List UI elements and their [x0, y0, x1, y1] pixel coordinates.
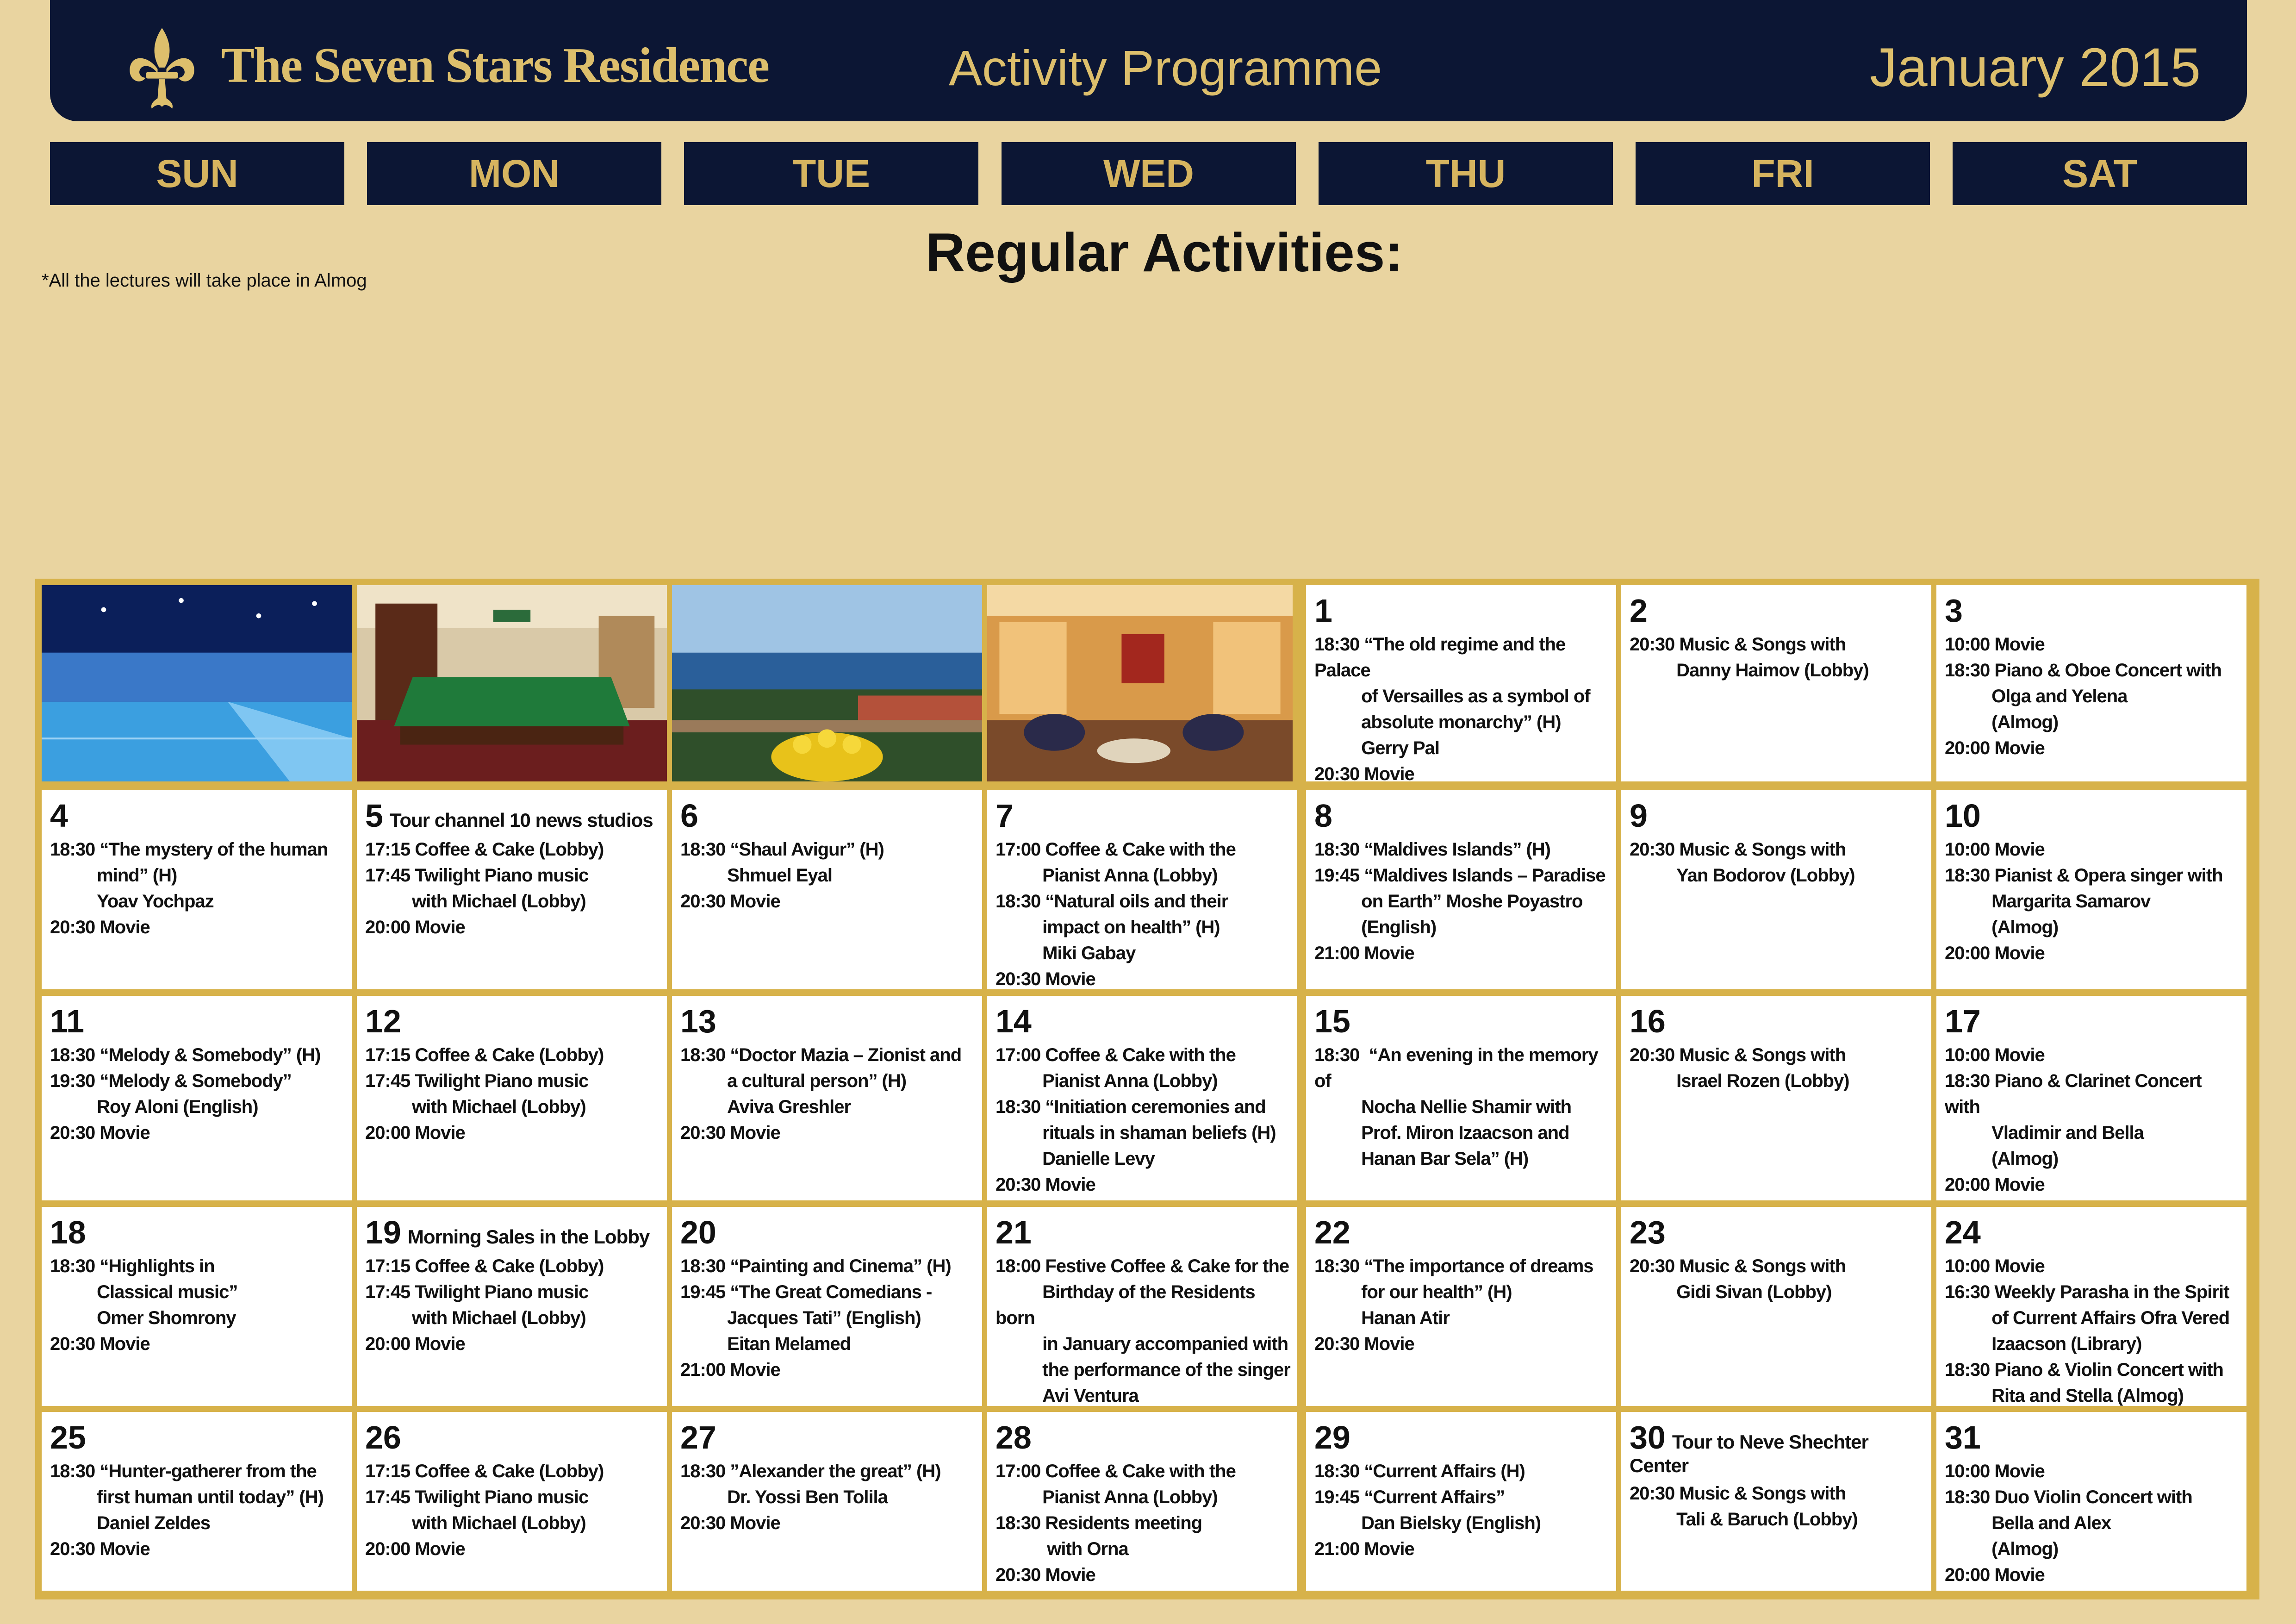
activity-entry: 20:30 Movie: [996, 1565, 1095, 1585]
activity-list: [996, 1042, 1291, 1198]
activity-entry: 20:30 Movie: [680, 891, 780, 912]
day-number: 19: [365, 1214, 401, 1250]
activity-list: [680, 1458, 976, 1536]
day-cell-13: [672, 996, 982, 1200]
day-cell-16: [1621, 996, 1931, 1200]
programme-title: Activity Programme: [949, 40, 1382, 96]
section-title: Regular Activities:: [926, 222, 1403, 283]
day-cell-31: [1936, 1412, 2246, 1591]
activity-list: [1945, 1458, 2240, 1588]
activity-entry: 20:30 Movie: [680, 1123, 780, 1143]
activity-entry: 18:30 ”Alexander the great” (H) Dr. Yossi Ben Tolila: [680, 1461, 941, 1507]
day-cell-28: [987, 1412, 1297, 1591]
weekday-tue: TUE: [684, 142, 978, 205]
activity-entry: 20:30 Movie: [50, 917, 150, 937]
activity-entry: 18:30 Piano & Clarinet Concert with Vladimir and Bella (Almog): [1945, 1071, 2202, 1169]
day-number: 9: [1630, 798, 1648, 834]
activity-entry: 20:00 Movie: [365, 1334, 465, 1354]
day-cell-3: [1936, 585, 2246, 781]
day-cell-18: [42, 1207, 352, 1406]
day-number: 22: [1314, 1214, 1350, 1250]
brand-name: The Seven Stars Residence: [221, 38, 769, 93]
weekday-header-row: [50, 142, 2247, 205]
activity-entry: 18:30 “The importance of dreams for our health” (H) Hanan Atir: [1314, 1256, 1593, 1328]
activity-entry: 17:45 Twilight Piano music with Michael (Lobby): [365, 1071, 589, 1117]
billiard-room-photo: [357, 585, 667, 781]
activity-entry: 18:30 Residents meeting with Orna: [996, 1513, 1202, 1559]
activity-list: [1314, 1458, 1610, 1562]
activity-entry: 19:45 “Current Affairs” Dan Bielsky (English): [1314, 1487, 1541, 1533]
day-number: 2: [1630, 593, 1648, 629]
activity-entry: 21:00 Movie: [1314, 943, 1414, 963]
day-number: 1: [1314, 593, 1332, 629]
activity-entry: 18:30 “Natural oils and their impact on health” (H) Miki Gabay: [996, 891, 1228, 963]
activity-entry: 18:30 “Initiation ceremonies and rituals in shaman beliefs (H) Danielle Levy: [996, 1097, 1276, 1169]
activity-entry: 20:00 Movie: [1945, 1565, 2045, 1585]
activity-entry: 20:30 Movie: [1314, 764, 1414, 781]
activity-list: [1630, 1480, 1925, 1532]
day-special-event: Tour channel 10 news studios: [389, 809, 653, 831]
activity-entry: 18:30 “An evening in the memory of Nocha Nellie Shamir with Prof. Miron Izaacson and Hanan Bar Sela” (H): [1314, 1045, 1598, 1169]
activity-entry: 19:45 “The Great Comedians - Jacques Tati” (English) Eitan Melamed: [680, 1282, 932, 1354]
day-cell-23: [1621, 1207, 1931, 1406]
day-number: 25: [50, 1419, 86, 1455]
activity-list: [50, 837, 345, 940]
activity-entry: 17:15 Coffee & Cake (Lobby): [365, 1461, 604, 1481]
activity-list: [365, 1042, 660, 1146]
activity-entry: 20:00 Movie: [1945, 943, 2045, 963]
day-number: 7: [996, 798, 1014, 834]
activity-entry: 18:30 “Doctor Mazia – Zionist and a cultural person” (H) Aviva Greshler: [680, 1045, 962, 1117]
activity-list: [680, 1253, 976, 1383]
activity-entry: 18:30 Piano & Oboe Concert with Olga and Yelena (Almog): [1945, 660, 2222, 732]
day-cell-17: [1936, 996, 2246, 1200]
day-number: 18: [50, 1214, 86, 1250]
lobby-lounge-photo: [987, 585, 1293, 781]
activity-entry: 17:00 Coffee & Cake with the Pianist Anna (Lobby): [996, 839, 1236, 886]
activity-entry: 18:30 “The mystery of the human mind” (H) Yoav Yochpaz: [50, 839, 328, 912]
activity-entry: 21:00 Movie: [1314, 1539, 1414, 1559]
day-special-event: Tour to Neve Shechter Center: [1630, 1431, 1868, 1476]
calendar-grid: [35, 579, 2259, 1599]
day-number: 17: [1945, 1003, 1981, 1039]
activity-list: [1314, 1042, 1610, 1172]
day-number: 21: [996, 1214, 1032, 1250]
activity-entry: 18:30 “Current Affairs (H): [1314, 1461, 1525, 1481]
day-cell-5: [357, 790, 667, 989]
day-cell-9: [1621, 790, 1931, 989]
day-number: 13: [680, 1003, 716, 1039]
weekday-wed: WED: [1002, 142, 1296, 205]
activity-list: [1630, 837, 1925, 888]
activity-entry: 16:30 Weekly Parasha in the Spirit of Current Affairs Ofra Vered Izaacson (Library): [1945, 1282, 2230, 1354]
indoor-swimming-pool-photo: [42, 585, 352, 781]
day-cell-1: [1306, 585, 1616, 781]
lecture-location-note: *All the lectures will take place in Almog: [42, 270, 367, 291]
activity-list: [1314, 837, 1610, 966]
activity-entry: 20:00 Movie: [365, 917, 465, 937]
activity-entry: 18:30 “Shaul Avigur” (H) Shmuel Eyal: [680, 839, 884, 886]
activity-entry: 20:00 Movie: [1945, 738, 2045, 758]
activity-entry: 18:30 “The old regime and the Palace of Versailles as a symbol of absolute monarchy” (H) Gerry Pal: [1314, 634, 1590, 758]
activity-entry: 18:30 Piano & Violin Concert with Rita and Stella (Almog): [1945, 1360, 2223, 1406]
day-cell-27: [672, 1412, 982, 1591]
activity-entry: 20:30 Movie: [50, 1539, 150, 1559]
day-cell-4: [42, 790, 352, 989]
day-cell-26: [357, 1412, 667, 1591]
activity-list: [1630, 1253, 1925, 1305]
activity-entry: 17:00 Coffee & Cake with the Pianist Anna (Lobby): [996, 1461, 1236, 1507]
activity-entry: 10:00 Movie: [1945, 1256, 2045, 1276]
activity-list: [50, 1042, 345, 1146]
fleur-de-lis-icon: [125, 25, 199, 113]
activity-list: [996, 837, 1291, 989]
activity-entry: 10:00 Movie: [1945, 1045, 2045, 1065]
activity-list: [365, 1253, 660, 1357]
activity-entry: 20:00 Movie: [1945, 1174, 2045, 1195]
day-cell-2: [1621, 585, 1931, 781]
day-cell-19: [357, 1207, 667, 1406]
day-cell-29: [1306, 1412, 1616, 1591]
activity-entry: 17:45 Twilight Piano music with Michael (Lobby): [365, 1487, 589, 1533]
activity-entry: 18:00 Festive Coffee & Cake for the Birthday of the Residents born in January accompanied with the performance of the singer Avi Ventura: [996, 1256, 1290, 1406]
activity-entry: 19:30 “Melody & Somebody” Roy Aloni (English): [50, 1071, 292, 1117]
day-cell-30: [1621, 1412, 1931, 1591]
weekday-mon: MON: [367, 142, 661, 205]
weekday-fri: FRI: [1636, 142, 1930, 205]
day-number: 15: [1314, 1003, 1350, 1039]
activity-entry: 18:30 “Maldives Islands” (H): [1314, 839, 1550, 860]
activity-entry: 20:30 Movie: [996, 1174, 1095, 1195]
activity-list: [680, 1042, 976, 1146]
activity-entry: 17:15 Coffee & Cake (Lobby): [365, 1045, 604, 1065]
activity-entry: 20:30 Music & Songs with Yan Bodorov (Lobby): [1630, 839, 1855, 886]
activity-entry: 10:00 Movie: [1945, 634, 2045, 655]
day-number: 4: [50, 798, 68, 834]
day-number: 23: [1630, 1214, 1666, 1250]
activity-entry: 17:15 Coffee & Cake (Lobby): [365, 1256, 604, 1276]
day-number: 20: [680, 1214, 716, 1250]
activity-entry: 18:30 “Hunter-gatherer from the first human until today” (H) Daniel Zeldes: [50, 1461, 324, 1533]
activity-entry: 18:30 “Highlights in Classical music” Omer Shomrony: [50, 1256, 238, 1328]
day-number: 3: [1945, 593, 1963, 629]
weekday-sun: SUN: [50, 142, 344, 205]
day-number: 6: [680, 798, 698, 834]
activity-list: [1945, 1042, 2240, 1198]
activity-entry: 20:30 Music & Songs with Gidi Sivan (Lobby): [1630, 1256, 1846, 1302]
day-cell-15: [1306, 996, 1616, 1200]
activity-entry: 20:30 Music & Songs with Danny Haimov (Lobby): [1630, 634, 1869, 681]
day-cell-11: [42, 996, 352, 1200]
day-number: 12: [365, 1003, 401, 1039]
activity-entry: 17:00 Coffee & Cake with the Pianist Anna (Lobby): [996, 1045, 1236, 1091]
day-cell-24: [1936, 1207, 2246, 1406]
day-number: 11: [50, 1003, 84, 1039]
activity-entry: 20:30 Movie: [680, 1513, 780, 1533]
activity-list: [365, 837, 660, 940]
day-number: 26: [365, 1419, 401, 1455]
activity-entry: 17:15 Coffee & Cake (Lobby): [365, 839, 604, 860]
activity-entry: 10:00 Movie: [1945, 839, 2045, 860]
activity-entry: 10:00 Movie: [1945, 1461, 2045, 1481]
activity-entry: 20:00 Movie: [365, 1539, 465, 1559]
activity-entry: 20:30 Movie: [50, 1123, 150, 1143]
day-cell-7: [987, 790, 1297, 989]
day-cell-22: [1306, 1207, 1616, 1406]
activity-list: [50, 1253, 345, 1357]
activity-list: [1314, 1253, 1610, 1357]
month-label: January 2015: [1870, 37, 2201, 98]
activity-list: [50, 1458, 345, 1562]
activity-list: [1630, 631, 1925, 683]
sea-view-balcony-photo: [672, 585, 982, 781]
weekday-sat: SAT: [1953, 142, 2247, 205]
activity-list: [680, 837, 976, 914]
day-cell-14: [987, 996, 1297, 1200]
activity-list: [1630, 1042, 1925, 1094]
activity-list: [1945, 631, 2240, 761]
day-number: 30: [1630, 1419, 1666, 1455]
activity-entry: 17:45 Twilight Piano music with Michael (Lobby): [365, 1282, 589, 1328]
activity-entry: 18:30 “Melody & Somebody” (H): [50, 1045, 321, 1065]
day-number: 14: [996, 1003, 1032, 1039]
day-cell-6: [672, 790, 982, 989]
activity-list: [996, 1458, 1291, 1588]
day-number: 29: [1314, 1419, 1350, 1455]
day-number: 5: [365, 798, 383, 834]
day-cell-8: [1306, 790, 1616, 989]
activity-list: [996, 1253, 1291, 1406]
activity-list: [1945, 1253, 2240, 1406]
day-number: 16: [1630, 1003, 1666, 1039]
activity-entry: 17:45 Twilight Piano music with Michael (Lobby): [365, 865, 589, 912]
activity-entry: 20:30 Music & Songs with Tali & Baruch (Lobby): [1630, 1483, 1858, 1530]
activity-entry: 21:00 Movie: [680, 1360, 780, 1380]
activity-entry: 20:30 Movie: [50, 1334, 150, 1354]
activity-entry: 20:00 Movie: [365, 1123, 465, 1143]
activity-entry: 18:30 “Painting and Cinema” (H): [680, 1256, 951, 1276]
activity-entry: 18:30 Pianist & Opera singer with Margarita Samarov (Almog): [1945, 865, 2223, 937]
activity-entry: 19:45 “Maldives Islands – Paradise on Earth” Moshe Poyastro (English): [1314, 865, 1605, 937]
day-number: 10: [1945, 798, 1981, 834]
activity-list: [1314, 631, 1610, 781]
day-cell-21: [987, 1207, 1297, 1406]
day-special-event: Morning Sales in the Lobby: [407, 1226, 650, 1248]
day-number: 28: [996, 1419, 1032, 1455]
day-cell-12: [357, 996, 667, 1200]
activity-entry: 20:30 Movie: [1314, 1334, 1414, 1354]
day-number: 27: [680, 1419, 716, 1455]
activity-list: [365, 1458, 660, 1562]
activity-entry: 20:30 Music & Songs with Israel Rozen (Lobby): [1630, 1045, 1849, 1091]
day-number: 8: [1314, 798, 1332, 834]
day-number: 24: [1945, 1214, 1981, 1250]
weekday-thu: THU: [1319, 142, 1613, 205]
day-cell-25: [42, 1412, 352, 1591]
activity-list: [1945, 837, 2240, 966]
activity-entry: 20:30 Movie: [996, 969, 1095, 989]
activity-entry: 18:30 Duo Violin Concert with Bella and Alex (Almog): [1945, 1487, 2192, 1559]
day-cell-10: [1936, 790, 2246, 989]
day-number: 31: [1945, 1419, 1981, 1455]
day-cell-20: [672, 1207, 982, 1406]
